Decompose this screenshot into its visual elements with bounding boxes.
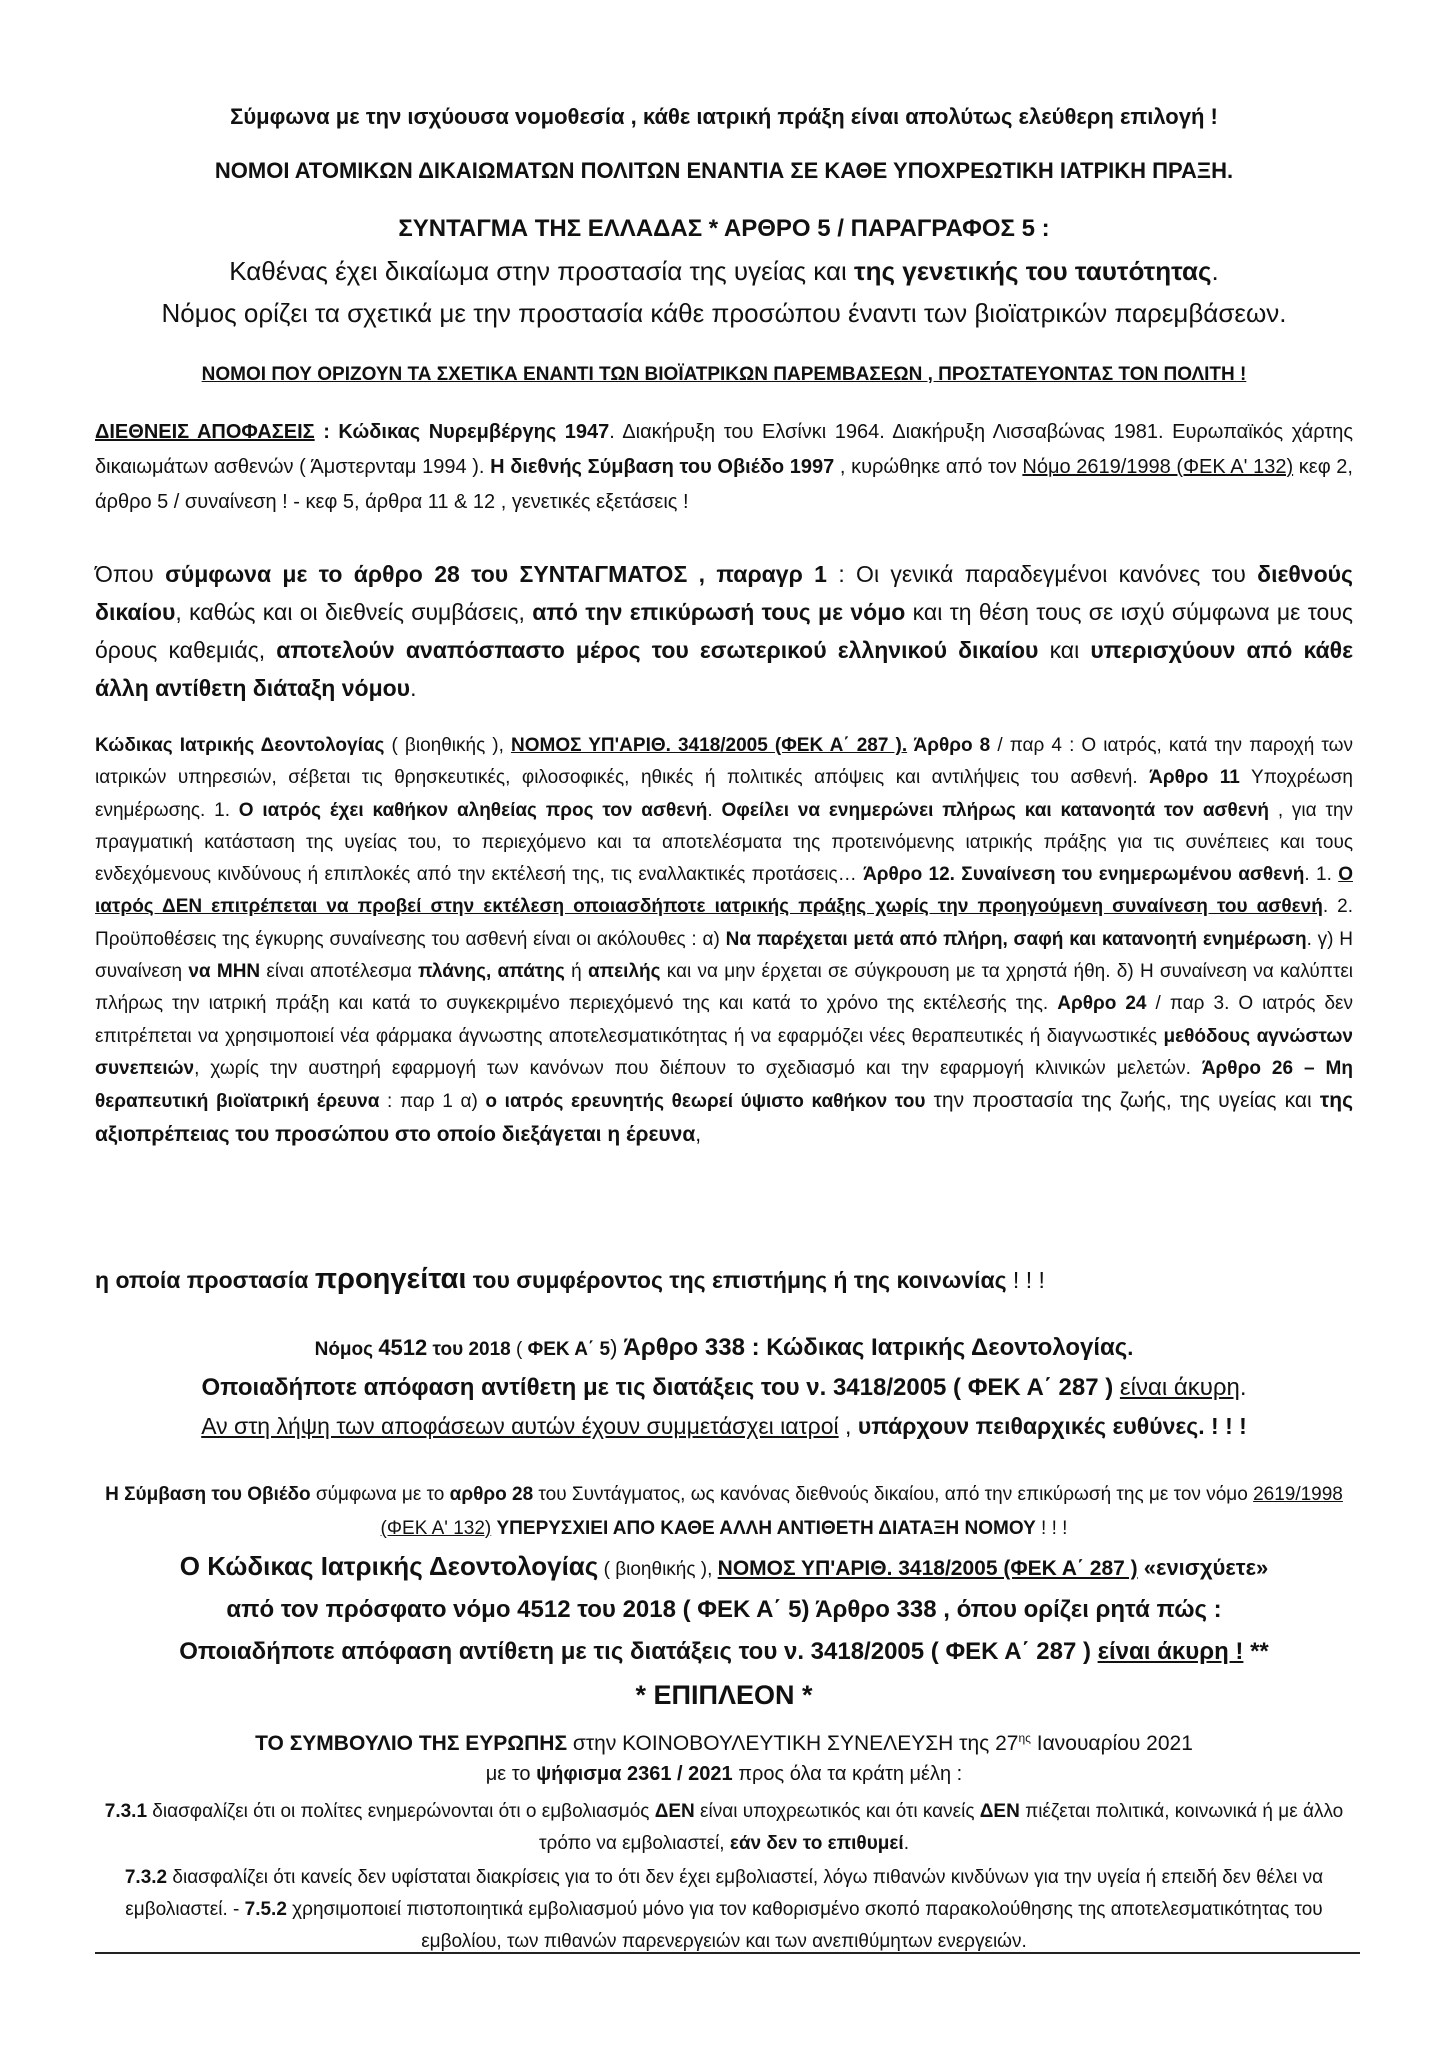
- article-label: Άρθρο 26 – Μη θεραπευτική βιοϊατρική έρευνα: [95, 1057, 1353, 1113]
- article-label: Άρθρο 12. Συναίνεση του ενημερωμένου ασθενή: [863, 864, 1305, 886]
- text-run: .: [903, 1833, 909, 1854]
- text-run-bold: ο ιατρός ερευνητής θεωρεί ύψιστο καθήκον του: [485, 1091, 926, 1113]
- text-run: Οποιαδήποτε απόφαση αντίθετη με τις διατάξεις του ν. 3418/2005 ( ΦΕΚ Α΄ 287 ): [201, 1374, 1120, 1401]
- law-reference: ΝΟΜΟΣ ΥΠ'ΑΡΙΘ. 3418/2005 (ΦΕΚ Α΄ 287 ).: [511, 735, 908, 756]
- text-run: Ο Κώδικας Ιατρικής Δεοντολογίας: [179, 1551, 599, 1581]
- text-run: στην ΚΟΙΝΟΒΟΥΛΕΥΤΙΚΗ ΣΥΝΕΛΕΥΣΗ της 27: [567, 1732, 1019, 1755]
- international-decisions: [95, 415, 1353, 520]
- text-run: διασφαλίζει ότι οι πολίτες ενημερώνονται ότι ο εμβολιασμός: [147, 1801, 655, 1822]
- text-run: . 1.: [1304, 864, 1339, 886]
- text-run: .: [1127, 1335, 1134, 1360]
- law-reference: Νόμο 2619/1998 (ΦΕΚ Α' 132): [1022, 456, 1294, 478]
- text-run-bold: ΤΟ ΣΥΜΒΟΥΛΙΟ ΤΗΣ ΕΥΡΩΠΗΣ: [255, 1732, 568, 1755]
- text-run-bold: Κώδικας Ιατρικής Δεοντολογίας: [95, 735, 385, 756]
- text-run-bold: σύμφωνα με το άρθρο 28 του ΣΥΝΤΑΓΜΑΤΟΣ , παραγρ 1: [165, 561, 827, 587]
- text-run-bold: Η διεθνής Σύμβαση του Οβιέδο 1997: [490, 456, 835, 478]
- text-run: (: [510, 1339, 528, 1360]
- text-run: , για την πραγματική κατάσταση της υγείας του, το περιεχόμενο και τα αποτελέσματα της προτεινόμενης ιατρικής πράξης για τις συνέπειες και τους ενδεχόμενους κινδύνους ή επιπλοκές από την εκτέλεσή της, τις εναλλακτικές προτάσεις…: [95, 799, 1354, 886]
- text-run: , καθώς και οι διεθνείς συμβάσεις,: [175, 599, 533, 625]
- text-run: ή: [564, 961, 588, 983]
- text-run: ( βιοηθικής ),: [384, 735, 512, 756]
- law-4512-line2: [95, 1368, 1353, 1407]
- text-run-bold: υπάρχουν πειθαρχικές ευθύνες. ! ! !: [857, 1413, 1247, 1439]
- text-run-bold-underlined: Ο ιατρός ΔΕΝ επιτρέπεται να προβεί στην εκτέλεση οποιασδήποτε ιατρικής πράξης χωρίς την προηγούμενη συναίνεση του ασθενή: [95, 864, 1353, 918]
- law-reference: 2619/1998 (ΦΕΚ Α' 132): [380, 1484, 1343, 1539]
- law-reference: ΝΟΜΟΣ ΥΠ'ΑΡΙΘ. 3418/2005 (ΦΕΚ Α΄ 287 ): [717, 1557, 1138, 1580]
- text-run: 2018: [468, 1339, 511, 1360]
- headline-text: Σύμφωνα με την ισχύουσα νομοθεσία , κάθε ιατρική πράξη είναι απολύτως ελεύθερη επιλογή !: [230, 104, 1218, 129]
- text-run-bold: αρθρο 28: [449, 1484, 534, 1505]
- text-run: **: [1243, 1638, 1269, 1665]
- text-run: .: [410, 675, 417, 701]
- text-run: Άρθρο 338 : Κώδικας Ιατρικής Δεοντολογίας: [623, 1334, 1128, 1361]
- laws-heading: [95, 360, 1353, 390]
- bottom-divider: [95, 1952, 1360, 1954]
- text-run: Νόμος ορίζει τα σχετικά με την προστασία κάθε προσώπου έναντι των βιοϊατρικών παρεμβάσεων.: [161, 298, 1287, 328]
- text-run-bold: διεθνούς δικαίου: [95, 561, 1353, 625]
- text-run: 4512: [378, 1335, 428, 1360]
- text-run: χρησιμοποιεί πιστοποιητικά εμβολιασμού μόνο για τον καθορισμένο σκοπό παρακολούθησης της αποτελεσματικότητας του εμβολίου, των πιθανών παρενεργειών και των ανεπιθύμητων ενεργειών.: [286, 1899, 1323, 1952]
- text-run: ΝΟΜΟΙ ΠΟΥ ΟΡΙΖΟΥΝ ΤΑ ΣΧΕΤΙΚΑ ΕΝΑΝΤΙ ΤΩΝ ΒΙΟΪΑΤΡΙΚΩΝ ΠΑΡΕΜΒΑΣΕΩΝ , ΠΡΟΣΤΑΤΕΥΟΝΤΑΣ ΤΟΝ ΠΟΛΙΤΗ !: [201, 364, 1247, 385]
- text-run-bold: να ΜΗΝ: [188, 961, 261, 983]
- text-run: ! ! !: [1035, 1518, 1068, 1539]
- text-run: ): [610, 1335, 624, 1360]
- text-run-bold: ΥΠΕΡΥΣΧΙΕΙ ΑΠΟ ΚΑΘΕ ΑΛΛΗ ΑΝΤΙΘΕΤΗ ΔΙΑΤΑΞΗ ΝΟΜΟΥ: [496, 1518, 1036, 1539]
- text-run: ,: [695, 1122, 702, 1146]
- constitution-title: [95, 209, 1353, 248]
- text-run-bold: ΔΕΝ: [979, 1801, 1020, 1822]
- protection-precedence-line: [95, 1258, 1353, 1301]
- text-run: σύμφωνα με το: [310, 1484, 450, 1505]
- ordinal-suffix: ης: [1018, 1731, 1031, 1745]
- text-run: είναι υποχρεωτικός και ότι κανείς: [694, 1801, 980, 1822]
- text-run: από τον πρόσφατο νόμο 4512 του 2018 ( ΦΕΚ Α΄ 5) Άρθρο 338 , όπου ορίζει ρητά πώς :: [226, 1596, 1222, 1623]
- text-run-bold: απειλής: [587, 961, 661, 983]
- law-4512-line1: [95, 1328, 1353, 1370]
- text-run-bold: υπερισχύουν από κάθε άλλη αντίθετη διάταξη νόμου: [95, 637, 1354, 701]
- point-number: 7.3.1: [104, 1801, 148, 1822]
- text-run: * ΕΠΙΠΛΕΟΝ *: [635, 1680, 813, 1710]
- text-run: κεφ 2, άρθρο 5 / συναίνεση ! - κεφ 5, άρθρα 11 & 12 , γενετικές εξετάσεις !: [95, 456, 1353, 513]
- text-run: ( βιοηθικής ),: [598, 1559, 718, 1580]
- text-run-bold: της αξιοπρέπειας του προσώπου στο οποίο διεξάγεται η έρευνα: [95, 1089, 1354, 1146]
- text-run: .: [1239, 1374, 1247, 1401]
- text-run-bold: ψήφισμα 2361 / 2021: [536, 1763, 733, 1785]
- constitution-line2: [95, 293, 1353, 333]
- text-run: / παρ 3. Ο ιατρός δεν επιτρέπεται να χρησιμοποιεί νέα φάρμακα άγνωστης αποτελεσματικότητας ή να εφαρμόζει νέες θεραπευτικές ή διαγνωστικές: [95, 993, 1354, 1047]
- text-run-bold: μεθόδους αγνώστων συνεπειών: [95, 1025, 1354, 1079]
- text-run-bold-large: προηγείται: [314, 1263, 467, 1295]
- text-run: ΦΕΚ Α΄ 5: [527, 1339, 611, 1360]
- article-label: Άρθρο 8: [907, 735, 991, 756]
- oviedo-paragraph: [95, 1478, 1353, 1546]
- resolution-point-7-3-2: [95, 1862, 1353, 1958]
- point-number: 7.3.2: [124, 1867, 168, 1888]
- text-run: , χωρίς την αυστηρή εφαρμογή των κανόνων που διέπουν το σχεδιασμό και την εφαρμογή κλινικών μελετών.: [194, 1057, 1202, 1079]
- resolution-line: [95, 1756, 1353, 1792]
- article-label: Άρθρο 11: [1149, 767, 1240, 789]
- text-run: Υποχρέωση ενημέρωσης. 1.: [95, 767, 1353, 821]
- extra-title: [95, 1673, 1353, 1717]
- text-run-bold: αποτελούν αναπόσπαστο μέρος του εσωτερικού ελληνικού δικαίου: [276, 637, 1039, 663]
- text-run-bold: Η Σύμβαση του Οβιέδο: [105, 1484, 311, 1505]
- point-number: 7.5.2: [244, 1899, 287, 1920]
- text-run-underlined: είναι άκυρη !: [1097, 1638, 1244, 1665]
- text-run: Όπου: [95, 561, 166, 587]
- text-run: του: [427, 1339, 469, 1360]
- text-run: : παρ 1 α): [379, 1091, 486, 1113]
- text-run: διασφαλίζει ότι κανείς δεν υφίσταται διακρίσεις για το ότι δεν έχει εμβολιαστεί, λόγω πιθανών κινδύνων για την υγεία ή επειδή δεν θέλει να εμβολιαστεί. -: [125, 1867, 1324, 1920]
- code-reinforced-line3: [95, 1631, 1353, 1673]
- text-run-bold: Ο ιατρός έχει καθήκον αληθείας προς τον ασθενή: [238, 799, 708, 821]
- text-run: ,: [838, 1413, 858, 1439]
- section-label: ΔΙΕΘΝΕΙΣ ΑΠΟΦΑΣΕΙΣ: [95, 421, 315, 443]
- article-28-paragraph: [95, 555, 1353, 707]
- text-run-bold: της γενετικής του ταυτότητας: [854, 256, 1212, 286]
- text-run: Νόμος: [314, 1339, 379, 1360]
- code-reinforced-line1: [95, 1545, 1353, 1591]
- headline-text: ΣΥΝΤΑΓΜΑ ΤΗΣ ΕΛΛΑΔΑΣ * ΑΡΘΡΟ 5 / ΠΑΡΑΓΡΑΦΟΣ 5 :: [398, 215, 1050, 242]
- text-run: .: [707, 799, 722, 821]
- text-run: προς όλα τα κράτη μέλη :: [732, 1763, 963, 1785]
- medical-ethics-paragraph: [95, 730, 1353, 1152]
- text-run: . 2. Προϋποθέσεις της έγκυρης συναίνεσης του ασθενή είναι οι ακόλουθες : α): [95, 896, 1354, 950]
- text-run: Καθένας έχει δικαίωμα στην προστασία της υγείας και: [229, 256, 855, 286]
- headline-laws: [95, 152, 1353, 189]
- code-reinforced-line2: [95, 1589, 1353, 1631]
- text-run-bold: πλάνης, απάτης: [418, 961, 565, 983]
- text-run: και τη θέση τους σε ισχύ σύμφωνα με τους όρους καθεμιάς,: [95, 599, 1353, 663]
- text-run: : Οι γενικά παραδεγμένοι κανόνες του: [826, 561, 1258, 587]
- text-run-bold: ΔΕΝ: [654, 1801, 695, 1822]
- headline-free-choice: [95, 98, 1353, 135]
- text-run: Ιανουαρίου 2021: [1030, 1732, 1193, 1755]
- text-run: «ενισχύετε»: [1137, 1555, 1269, 1580]
- text-run: ! ! !: [1006, 1267, 1045, 1293]
- text-run: την προστασία της ζωής, της υγείας και: [925, 1089, 1320, 1113]
- resolution-point-7-3-1: [95, 1796, 1353, 1860]
- text-run-bold: από την επικύρωσή τους με νόμο: [532, 599, 906, 625]
- text-run: με το: [485, 1763, 537, 1785]
- text-run-bold: Να παρέχεται μετά από πλήρη, σαφή και κατανοητή ενημέρωση: [725, 928, 1307, 950]
- text-run: , κυρώθηκε από τον: [834, 456, 1023, 478]
- text-run-bold: εάν δεν το επιθυμεί: [729, 1833, 904, 1854]
- law-4512-line3: [95, 1407, 1353, 1445]
- text-run: . Διακήρυξη του Ελσίνκι 1964. Διακήρυξη Λισσαβώνας 1981. Ευρωπαϊκός χάρτης δικαιωμάτων ασθενών ( Άμστερνταμ 1994 ).: [95, 421, 1353, 478]
- text-run-bold: η οποία προστασία: [95, 1267, 315, 1293]
- text-run: πιέζεται πολιτικά, κοινωνικά ή με άλλο τρόπο να εμβολιαστεί,: [539, 1801, 1344, 1854]
- text-run: είναι αποτέλεσμα: [260, 961, 419, 983]
- text-run: και: [1038, 637, 1091, 663]
- text-run-bold: του συμφέροντος της επιστήμης ή της κοινωνίας: [466, 1267, 1007, 1293]
- text-run: Οποιαδήποτε απόφαση αντίθετη με τις διατάξεις του ν. 3418/2005 ( ΦΕΚ Α΄ 287 ): [179, 1638, 1098, 1665]
- headline-text: ΝΟΜΟΙ ΑΤΟΜΙΚΩΝ ΔΙΚΑΙΩΜΑΤΩΝ ΠΟΛΙΤΩΝ ΕΝΑΝΤΙΑ ΣΕ ΚΑΘΕ ΥΠΟΧΡΕΩΤΙΚΗ ΙΑΤΡΙΚΗ ΠΡΑΞΗ.: [214, 158, 1234, 183]
- text-run: / παρ 4 : Ο ιατρός, κατά την παροχή των ιατρικών υπηρεσιών, σέβεται τις θρησκευτικές, φιλοσοφικές, ηθικές ή πολιτικές απόψεις και αντιλήψεις του ασθενή.: [95, 735, 1353, 789]
- constitution-line1: [95, 251, 1353, 291]
- text-run-bold: Κώδικας Νυρεμβέργης 1947: [338, 421, 610, 443]
- text-run-underlined: Αν στη λήψη των αποφάσεων αυτών έχουν συμμετάσχει ιατροί: [201, 1413, 839, 1439]
- text-run: του Συντάγματος, ως κανόνας διεθνούς δικαίου, από την επικύρωσή της με τον νόμο: [533, 1484, 1254, 1505]
- article-label: Αρθρο 24: [1057, 993, 1147, 1015]
- text-run-underlined: είναι άκυρη: [1119, 1374, 1240, 1401]
- text-run: .: [1211, 256, 1219, 286]
- text-run: . γ) Η συναίνεση: [95, 928, 1354, 983]
- text-run: :: [314, 421, 339, 443]
- text-run: και να μην έρχεται σε σύγκρουση με τα χρηστά ήθη. δ) Η συναίνεση να καλύπτει πλήρως την ιατρική πράξη και κατά το συγκεκριμένο περιεχόμενό της και κατά το χρόνο της εκτέλεσής της.: [95, 961, 1354, 1015]
- text-run-bold: Οφείλει να ενημερώνει πλήρως και κατανοητά τον ασθενή: [721, 799, 1270, 821]
